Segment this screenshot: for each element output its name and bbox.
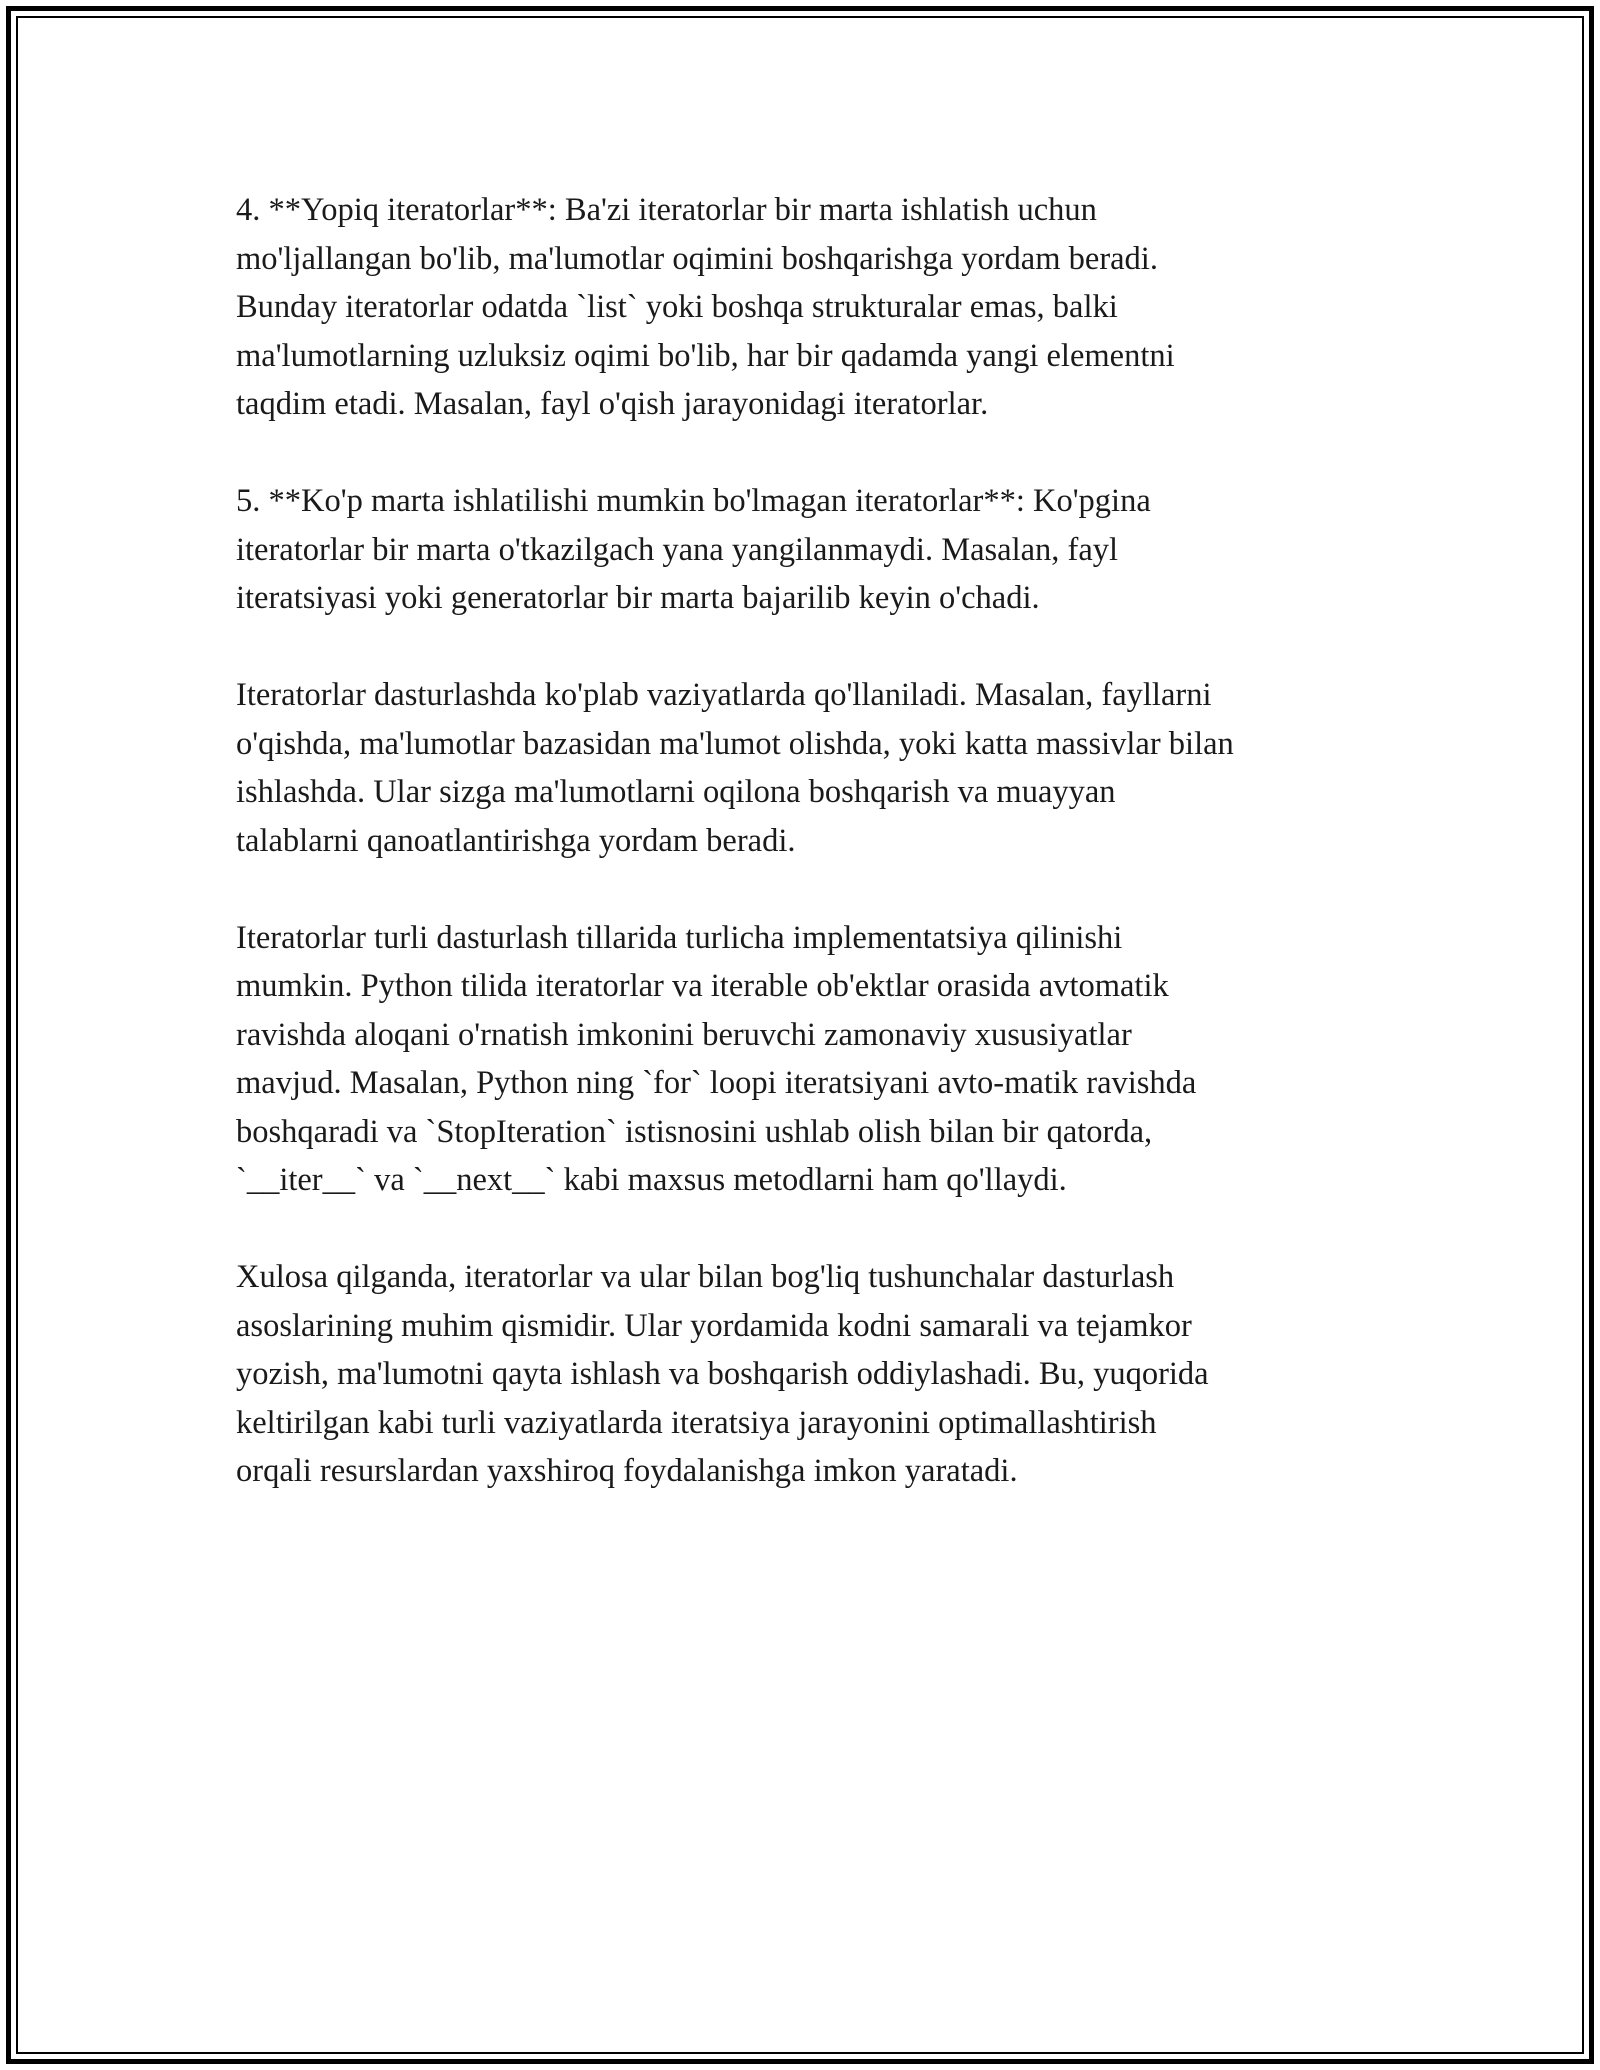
text-line: ravishda aloqani o'rnatish imkonini beruvchi zamonaviy xususiyatlar — [236, 1016, 1132, 1053]
text-line: `__iter__` va `__next__` kabi maxsus metodlarni ham qo'llaydi. — [236, 1162, 1067, 1198]
text-line: 4. **Yopiq iteratorlar**: Ba'zi iteratorlar bir marta ishlatish uchun — [236, 192, 1097, 228]
paragraph-implementations — [236, 914, 1376, 1205]
text-line: orqali resurslardan yaxshiroq foydalanishga imkon yaratadi. — [236, 1453, 1018, 1489]
text-line: mo'ljallangan bo'lib, ma'lumotlar oqimini boshqarishga yordam beradi. — [236, 240, 1158, 277]
text-line: ma'lumotlarning uzluksiz oqimi bo'lib, har bir qadamda yangi elementni — [236, 337, 1175, 374]
paragraph-conclusion — [236, 1253, 1376, 1496]
paragraph-closed-iterators — [236, 186, 1376, 429]
text-line: Iteratorlar turli dasturlash tillarida turlicha implementatsiya qilinishi — [236, 919, 1123, 956]
text-line: Bunday iteratorlar odatda `list` yoki boshqa strukturalar emas, balki — [236, 289, 1118, 325]
text-line: Xulosa qilganda, iteratorlar va ular bilan bog'liq tushunchalar dasturlash — [236, 1259, 1175, 1295]
text-line: talablarni qanoatlantirishga yordam beradi. — [236, 822, 796, 859]
paragraph-iterator-usage — [236, 671, 1376, 865]
text-line: boshqaradi va `StopIteration` istisnosini ushlab olish bilan bir qatorda, — [236, 1113, 1153, 1150]
text-line: mumkin. Python tilida iteratorlar va iterable ob'ektlar orasida avtomatik — [236, 968, 1169, 1004]
text-line: Iteratorlar dasturlashda ko'plab vaziyatlarda qo'llaniladi. Masalan, fayllarni — [236, 677, 1212, 713]
text-line: o'qishda, ma'lumotlar bazasidan ma'lumot olishda, yoki katta massivlar bilan — [236, 725, 1234, 762]
text-line: ishlashda. Ular sizga ma'lumotlarni oqilona boshqarish va muayyan — [236, 774, 1116, 810]
text-line: iteratorlar bir marta o'tkazilgach yana yangilanmaydi. Masalan, fayl — [236, 531, 1119, 568]
document-body — [236, 186, 1376, 1544]
text-line: 5. **Ko'p marta ishlatilishi mumkin bo'lmagan iteratorlar**: Ko'pgina — [236, 483, 1151, 519]
text-line: asoslarining muhim qismidir. Ular yordamida kodni samarali va tejamkor — [236, 1307, 1192, 1344]
paragraph-single-use-iterators — [236, 477, 1376, 623]
text-line: taqdim etadi. Masalan, fayl o'qish jarayonidagi iteratorlar. — [236, 386, 989, 422]
text-line: keltirilgan kabi turli vaziyatlarda iteratsiya jarayonini optimallashtirish — [236, 1404, 1157, 1441]
text-line: mavjud. Masalan, Python ning `for` loopi iteratsiyani avto-matik ravishda — [236, 1065, 1197, 1101]
text-line: iteratsiyasi yoki generatorlar bir marta bajarilib keyin o'chadi. — [236, 580, 1040, 616]
text-line: yozish, ma'lumotni qayta ishlash va boshqarish oddiylashadi. Bu, yuqorida — [236, 1356, 1209, 1392]
